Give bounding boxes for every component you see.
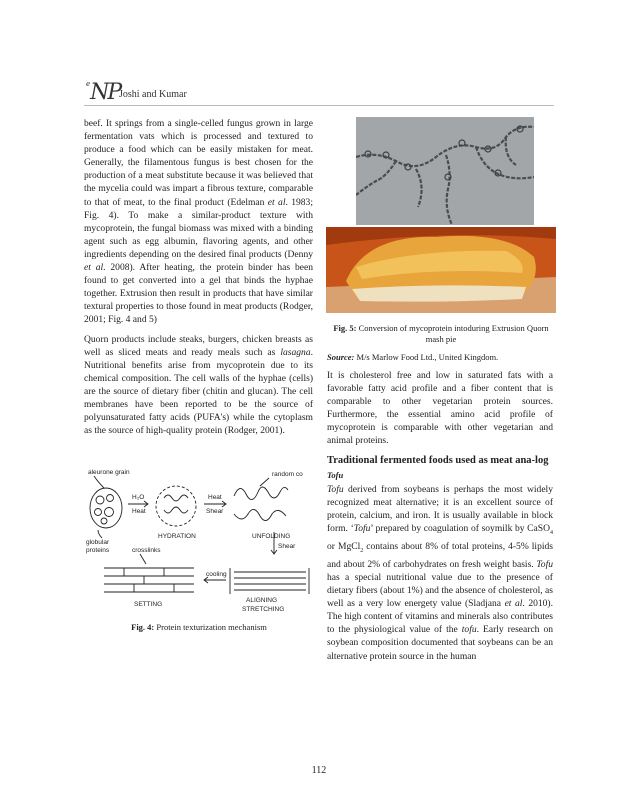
text-run: et al [267,196,286,208]
figure-5-micrograph [356,117,534,225]
header-rule [84,105,554,106]
text-run: lasagna [280,346,311,358]
label-h2o: H₂O [132,494,145,501]
label-crosslinks: crosslinks [132,547,161,554]
label-aleurone-grain: aleurone grain [88,469,130,476]
label-stretching: STRETCHING [242,606,285,613]
text-run: . 2008). After heating, the protein binder has been found to get converted into a gel that binds the hyphae together. Extrusion then result in products that have similar textural properties to those found in meat products (Rodger, 2001; Fig. 4 and 5) [84,262,313,326]
text-run: contains about 8% of total proteins, 4-5% lipids and about 2% of carbohydrates on fresh weight basis. [327,540,554,570]
text-run: Tofu [327,483,344,495]
text-run: et al [504,598,523,610]
label-heat-1: Heat [132,508,146,515]
text-run: or MgCl [327,540,361,552]
text-run: et al [84,262,104,274]
figure-5-caption: Fig. 5: Conversion of mycoprotein intoduring Extrusion Quorn mash pie [333,323,549,344]
text-run: . 1983; Fig. 4). To make a similar-product texture with mycoprotein, the fungal biomass was mixed with a binding agent such as egg albumin, flavoring agents, and other ingredients depending on the desired final products (Denny [84,196,313,260]
text-run: has a special nutritional value due to the presence of dietary fibers (about 1%) and the absence of cholesterol, as well as a very low energety value (Sladjana [327,571,553,610]
figure-5-quorn-pie-photo [326,227,556,313]
label-setting: SETTING [134,601,163,608]
figure-4-diagram [84,468,314,618]
text-run: beef. It springs from a single-celled fungus grown in large fermentation vats which is processed and textured to produce a food which can be easily mistaken for meat. Generally, the filamentous fungus is best chosen for the production of a meat substitute because it was believed that the mycelia could was impart a fibrous texture, comparable to that of meat, to the final product (Edelman [84,118,313,208]
text-run: 4 [550,529,553,536]
right-paragraph-2 [327,483,553,663]
label-shear-2: Shear [278,543,296,550]
label-hydration: HYDRATION [158,533,196,540]
label-cooling: cooling [206,571,227,578]
page-number: 112 [311,765,327,776]
journal-logo: $^e$NP [86,80,121,105]
label-aligning: ALIGNING [246,597,278,604]
text-run: . Nutritional benefits arise from mycoprotein due to its chemical composition. The cell walls of the hyphae (cells) are the source of dietary fiber (chitin and glucan). The cell membranes have been reported to be the source of polyunsaturated fatty acids (PUFA's) while the cytoplasm as the source of high-quality protein (Rodger, 2001). [84,346,313,437]
text-run: 2 [360,547,364,554]
text-run: Quorn products include steaks, burgers, chicken breasts as well as sliced meats and ready meals such as [84,333,313,358]
label-shear-1: Shear [206,508,224,515]
right-paragraph-1: It is cholesterol free and low in saturated fats with a favorable fatty acid profile and a fiber content that is comparable to other vegetarian protein sources. Furthermore, the essential amino acid profile of mycoprotein is comparable with other vegetarian and animal proteins. [327,370,553,447]
label-globular: globular [86,539,110,546]
left-paragraph-2 [84,333,313,438]
text-run: Tofu [536,558,553,570]
right-column [327,369,553,669]
running-header-authors: Joshi and Kumar [119,89,187,100]
subheading-tofu: Tofu [327,469,344,480]
label-unfolding: UNFOLDING [252,533,291,540]
figure-4-caption: Fig. 4: Protein texturization mechanism [131,622,267,632]
label-proteins: proteins [86,547,110,554]
text-run: derived from soybeans is perhaps the most widely recognized meat alternative; it is an excellent source of protein, calcium, and iron. It is usually available in block form. ‘ [327,483,553,534]
figure-5-source: Source: M/s Marlow Food Ltd., United Kingdom. [327,352,499,362]
text-run: ’ prepared by coagulation of soymilk by CaSO [370,522,550,534]
left-column [84,117,313,443]
left-paragraph-1 [84,117,313,327]
label-random-coil: random co [272,471,303,478]
text-run: . 2010). The high content of vitamins and minerals also contributes to the physiological value of the [327,598,553,636]
label-heat-2: Heat [208,494,222,501]
text-run: tofu [461,624,477,636]
section-heading: Traditional fermented foods used as meat ana-log [327,454,549,466]
text-run: . Early research on soybean composition documented that soybeans can be an alternative protein source in the human [327,624,553,662]
text-run: Tofu [353,522,371,534]
